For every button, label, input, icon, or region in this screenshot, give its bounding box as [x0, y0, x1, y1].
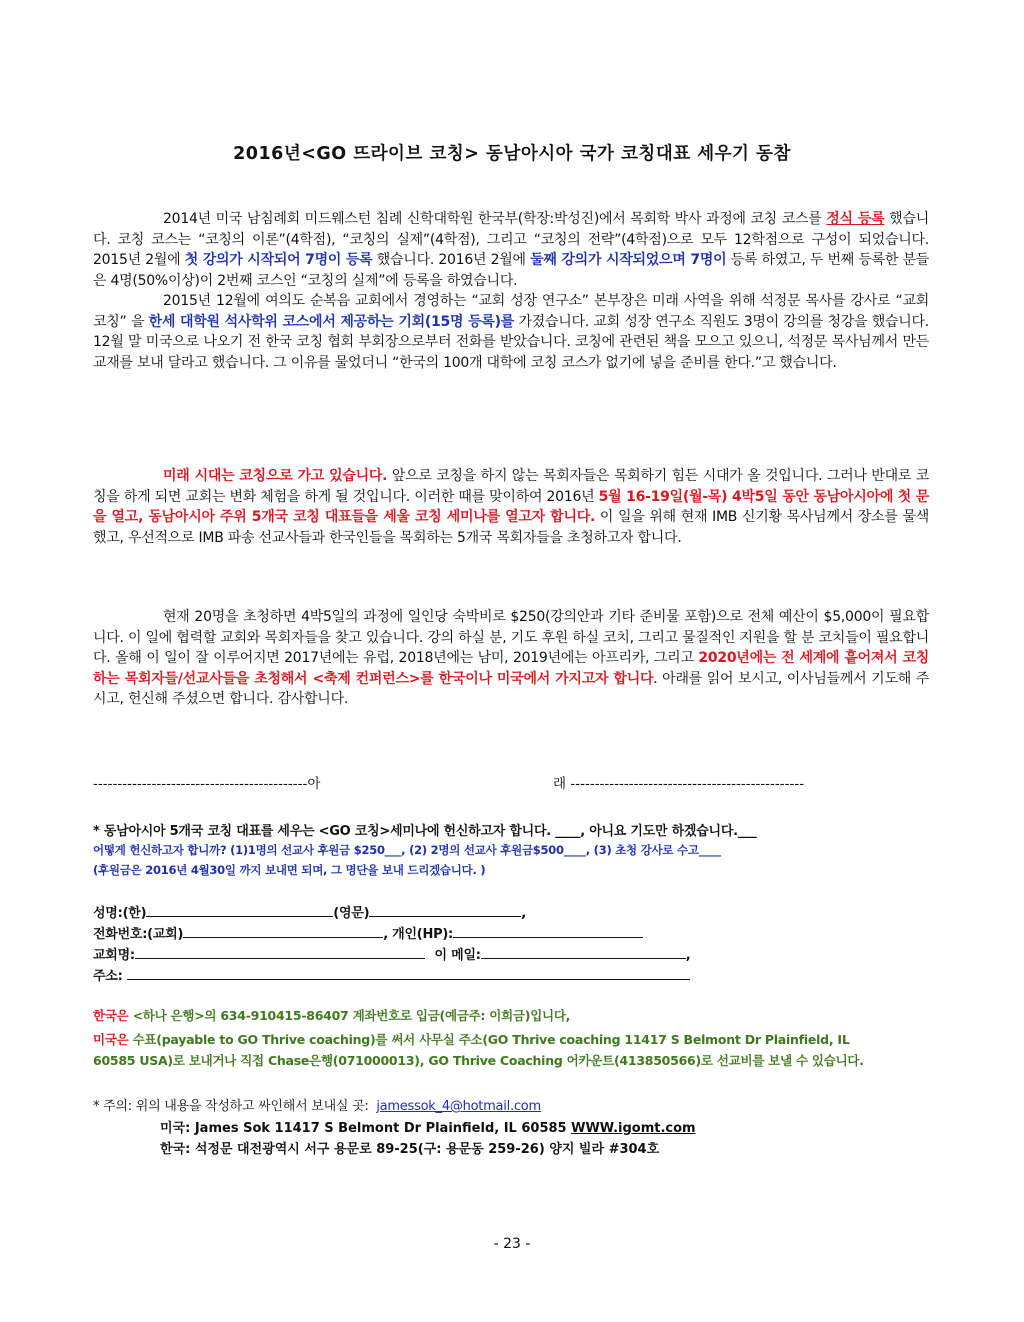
p2-text-2: 가졌습니다. 교회 성장 연구소 직원도 3명이 강의를 청강을 했습니다. 12월 말 미국으로 나오기 전 한국 코칭 협회 부회장으로부터 전화를 받았습니다. 코칭에 관련된 책을 모으고 있으니, 석정문 목사님께서 만든 교재를 보내 달라고 했습니다. 그 이유를 물었더니 “한국의 100개 대학에 코칭 코스가 없기에 넣을 준비를 한다.”고 했습니다.	[93, 313, 929, 371]
church-field[interactable]	[135, 946, 425, 959]
phone-church-label: 전화번호:(교회)	[93, 927, 184, 942]
bank-korea-label: 한국은	[93, 1008, 129, 1023]
commitment-options: 어떻게 헌신하고자 합니까? (1)1명의 선교사 후원금 $250___, (2) 2명의 선교사 후원금$500____, (3) 초청 강사로 수고____	[93, 843, 721, 857]
p1-highlight-2: 첫 강의가 시작되어 7명이 등록	[184, 252, 373, 268]
church-row	[93, 944, 690, 963]
paragraph-3	[93, 466, 929, 548]
divider-left: --------------------------------------------아	[93, 776, 321, 792]
paragraph-1	[93, 209, 929, 373]
p3-highlight-1: 미래 시대는 코칭으로 가고 있습니다.	[163, 468, 388, 484]
name-en-field[interactable]	[369, 904, 521, 917]
bank-korea-text: <하나 은행>의 634-910415-86407 계좌번호로 입금(예금주: 이희금)입니다,	[128, 1008, 571, 1023]
p1-text-1: 2014년 미국 남침례회 미드웨스턴 침례 신학대학원 한국부(학장:박성진)에서 목회학 박사 과정에 코칭 코스를	[163, 211, 827, 227]
page-title: 2016년<GO 뜨라이브 코칭> 동남아시아 국가 코칭대표 세우기 동참	[233, 144, 791, 164]
name-kr-label: 성명:(한)	[93, 906, 147, 921]
commitment-line: * 동남아시아 5개국 코칭 대표를 세우는 <GO 코칭>세미나에 헌신하고자 합니다. ____, 아니요 기도만 하겠습니다.___	[93, 824, 757, 839]
bank-us-text-1: 수표(payable to GO Thrive coaching)를 써서 사무실 주소(GO Thrive coaching 11417 S Belmont Dr Plainfield, IL	[128, 1032, 850, 1047]
p3-highlight-2: 5월 16-19일(월-목) 4박5일 동안 동남아시아에 첫 문을 열고, 동남아시아 주위 5개국 코칭 대표들을 세울 코칭 세미나를 열고자 합니다.	[93, 488, 929, 525]
address-field[interactable]	[127, 967, 690, 980]
divider-right: 래 ------------------------------------------------	[553, 776, 805, 792]
website-link[interactable]: WWW.igomt.com	[571, 1121, 696, 1136]
notice-line	[93, 1095, 541, 1114]
notice-text: * 주의: 위의 내용을 작성하고 싸인해서 보내실 곳:	[93, 1099, 369, 1114]
name-row	[93, 902, 526, 921]
church-label: 교회명:	[93, 948, 135, 963]
p4-highlight-1: 2020년에는 전 세계에 흩어져서 코칭하는 목회자들/선교사들을 초청해서 <축제 컨퍼런스>를 한국이나 미국에서 가지고자 합니다	[93, 650, 929, 687]
p2-text-1: 2015년 12월에 여의도 순복음 교회에서 경영하는 “교회 성장 연구소” 본부장은 미래 사역을 위해 석정문 목사를 강사로 “교회 코칭” 을	[93, 293, 929, 330]
phone-hp-field[interactable]	[453, 925, 643, 938]
address-korea: 한국: 석정문 대전광역시 서구 용문로 89-25(구: 용문동 259-26) 양지 빌라 #304호	[160, 1142, 660, 1157]
commitment-deadline: (후원금은 2016년 4월30일 까지 보내면 되며, 그 명단을 보내 드리겠습니다. )	[93, 863, 486, 877]
page-number: - 23 -	[493, 1236, 531, 1252]
address-label: 주소:	[93, 969, 123, 984]
p1-text-4: 등록 하였고, 두 번째 등록한 분들은 4명(50%이상)이 2번째 코스인 “코칭의 실제”에 등록을 하였습니다.	[93, 252, 929, 289]
name-kr-field[interactable]	[146, 904, 333, 917]
phone-hp-label: , 개인(HP):	[383, 927, 454, 942]
email-field[interactable]	[481, 946, 686, 959]
p4-text-2: . 아래를 읽어 보시고, 이사님들께서 기도해 주시고, 헌신해 주셨으면 합니다. 감사합니다.	[93, 670, 929, 707]
name-comma: ,	[521, 906, 526, 921]
p3-text-2: 이 일을 위해 현재 IMB 신기황 목사님께서 장소를 물색했고, 우선적으로 IMB 파송 선교사들과 한국인들을 목회하는 5개국 목회자들을 초청하고자 합니다.	[93, 509, 929, 546]
p2-highlight-1: 한세 대학원 석사학위 코스에서 제공하는 기회(15명 등록)를	[148, 313, 515, 330]
paragraph-4	[93, 607, 929, 710]
address-row	[93, 965, 690, 984]
section-divider	[93, 772, 929, 792]
address-us	[160, 1117, 696, 1136]
bank-us-line-2: 60585 USA)로 보내거나 직접 Chase은행(071000013), GO Thrive Coaching 어카운트(413850566)로 선교비를 보낼 수 있습니다.	[93, 1053, 864, 1068]
contact-email-link[interactable]: jamessok_4@hotmail.com	[376, 1099, 541, 1114]
bank-us	[93, 1030, 850, 1048]
email-label: 이 메일:	[434, 948, 481, 963]
p1-text-3: 했습니다. 2016년 2월에	[372, 252, 531, 268]
name-en-label: (영문)	[333, 906, 370, 921]
phone-church-field[interactable]	[183, 925, 383, 938]
p4-text-1: 현재 20명을 초청하면 4박5일의 과정에 일인당 숙박비로 $250(강의안과 기타 준비물 포함)으로 전체 예산이 $5,000이 필요합니다. 이 일에 협력할 교회와 목회자들을 찾고 있습니다. 강의 하실 분, 기도 후원 하실 코치, 그리고 물질적인 지원을 할 분 코치들이 필요합니다. 올해 이 일이 잘 이루어지면 2017년에는 유럽, 2018년에는 남미, 2019년에는 아프리카, 그리고	[93, 609, 929, 666]
email-comma: ,	[685, 948, 691, 963]
p1-highlight-3: 둘째 강의가 시작되었으며 7명이	[530, 252, 727, 268]
p1-highlight-1: 정식 등록	[826, 211, 885, 227]
bank-us-label: 미국은	[93, 1032, 129, 1047]
address-us-text: 미국: James Sok 11417 S Belmont Dr Plainfield, IL 60585	[160, 1121, 572, 1136]
bank-korea	[93, 1006, 570, 1024]
p3-text-1: 앞으로 코칭을 하지 않는 목회자들은 목회하기 힘든 시대가 올 것입니다. 그러나 반대로 코칭을 하게 되면 교회는 변화 체험을 하게 될 것입니다. 이러한 때를 맞이하여 2016년	[93, 468, 929, 505]
p1-text-2: 했습니다. 코칭 코스는 “코칭의 이론”(4학점), “코칭의 실제”(4학점), 그리고 “코칭의 전략”(4학점)으로 모두 12학점으로 구성이 되었습니다. 2015년 2월에	[93, 211, 929, 268]
phone-row	[93, 923, 643, 942]
